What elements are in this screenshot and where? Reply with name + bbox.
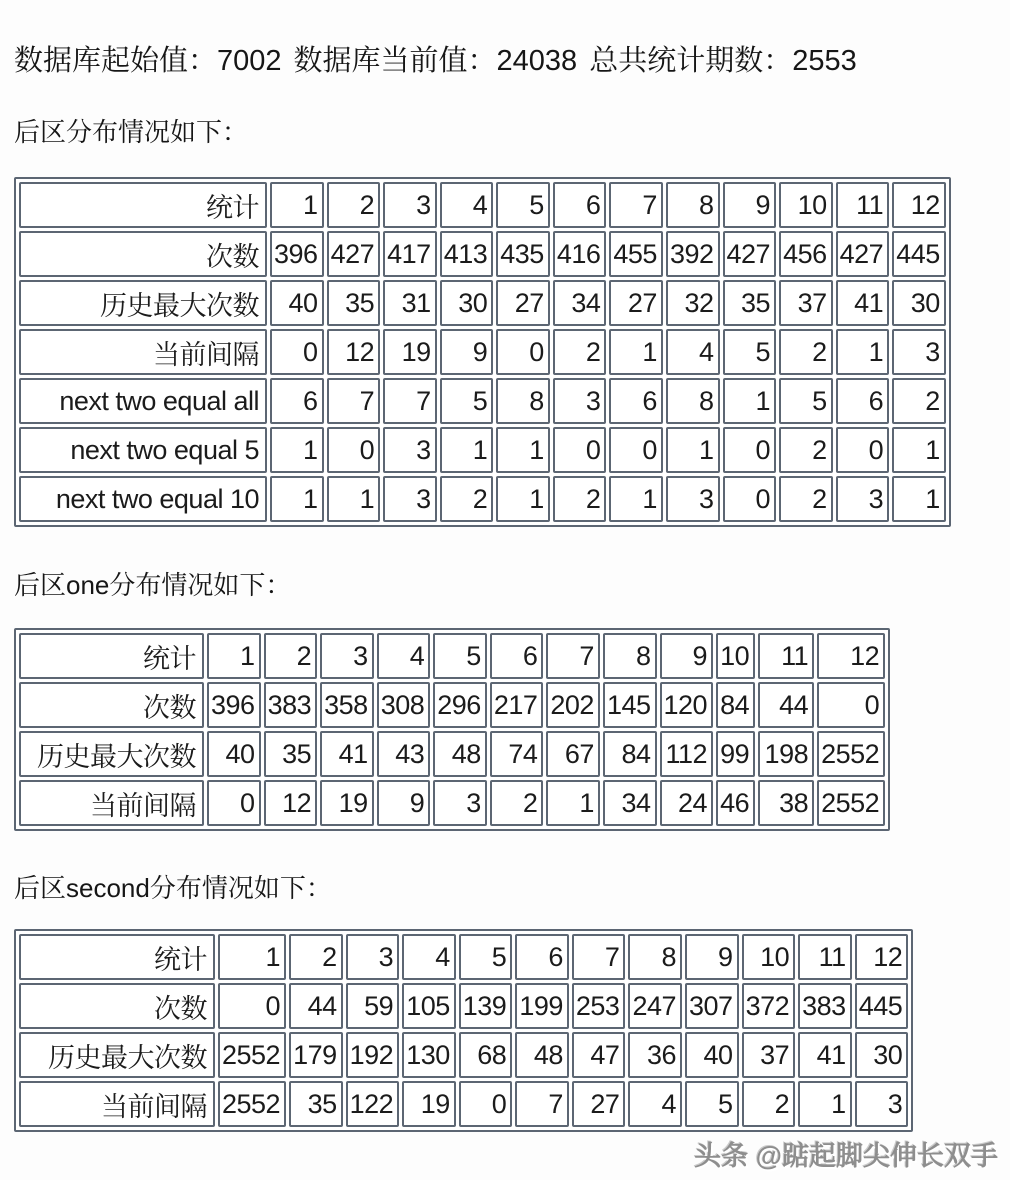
- value-cell: 427: [723, 231, 777, 277]
- row-label-cell: 统计: [19, 934, 215, 980]
- value-cell: 6: [836, 378, 890, 424]
- value-cell: 74: [490, 731, 544, 777]
- value-cell: 9: [660, 633, 714, 679]
- value-cell: 99: [716, 731, 755, 777]
- value-cell: 6: [609, 378, 663, 424]
- value-cell: 5: [440, 378, 494, 424]
- value-cell: 9: [377, 780, 431, 826]
- value-cell: 7: [515, 1081, 569, 1127]
- row-label-cell: next two equal 5: [19, 427, 267, 473]
- value-cell: 1: [798, 1081, 852, 1127]
- value-cell: 46: [716, 780, 755, 826]
- value-cell: 1: [440, 427, 494, 473]
- value-cell: 199: [515, 983, 569, 1029]
- watermark-handle: @踮起脚尖伸长双手: [755, 1141, 998, 1171]
- value-cell: 67: [546, 731, 600, 777]
- value-cell: 12: [855, 934, 909, 980]
- value-cell: 5: [779, 378, 833, 424]
- section-title-rear-second: 后区second分布情况如下：: [14, 873, 332, 903]
- value-cell: 10: [716, 633, 755, 679]
- value-cell: 0: [723, 427, 777, 473]
- row-label-cell: 统计: [19, 633, 204, 679]
- value-cell: 3: [553, 378, 607, 424]
- value-cell: 41: [798, 1032, 852, 1078]
- value-cell: 84: [603, 731, 657, 777]
- database-summary: [14, 38, 869, 79]
- value-cell: 8: [666, 378, 720, 424]
- value-cell: 44: [758, 682, 814, 728]
- value-cell: 11: [836, 182, 890, 228]
- value-cell: 34: [553, 280, 607, 326]
- value-cell: 0: [723, 476, 777, 522]
- value-cell: 383: [264, 682, 318, 728]
- value-cell: 24: [660, 780, 714, 826]
- value-cell: 6: [490, 633, 544, 679]
- value-cell: 3: [346, 934, 400, 980]
- value-cell: 12: [892, 182, 946, 228]
- value-cell: 3: [892, 329, 946, 375]
- stats-table-rear-second: [14, 929, 913, 1132]
- value-cell: 0: [553, 427, 607, 473]
- table-row: [19, 476, 946, 522]
- row-label-cell: 次数: [19, 231, 267, 277]
- value-cell: 0: [218, 983, 286, 1029]
- value-cell: 41: [836, 280, 890, 326]
- value-cell: 37: [742, 1032, 796, 1078]
- value-cell: 417: [383, 231, 437, 277]
- value-cell: 5: [685, 1081, 739, 1127]
- stats-table-rear-one: [14, 628, 890, 831]
- value-cell: 12: [817, 633, 885, 679]
- value-cell: 27: [496, 280, 550, 326]
- value-cell: 7: [327, 378, 381, 424]
- value-cell: 1: [609, 329, 663, 375]
- value-cell: 3: [383, 476, 437, 522]
- value-cell: 0: [496, 329, 550, 375]
- value-cell: 435: [496, 231, 550, 277]
- section-title-rear-one: 后区one分布情况如下：: [14, 570, 292, 600]
- value-cell: 4: [402, 934, 456, 980]
- value-cell: 145: [603, 682, 657, 728]
- value-cell: 4: [440, 182, 494, 228]
- value-cell: 32: [666, 280, 720, 326]
- watermark-credit: [694, 1134, 998, 1173]
- table-row: [19, 329, 946, 375]
- table-row: [19, 1081, 908, 1127]
- value-cell: 19: [383, 329, 437, 375]
- value-cell: 7: [383, 378, 437, 424]
- value-cell: 3: [383, 427, 437, 473]
- value-cell: 5: [723, 329, 777, 375]
- value-cell: 179: [289, 1032, 343, 1078]
- value-cell: 8: [603, 633, 657, 679]
- value-cell: 105: [402, 983, 456, 1029]
- value-cell: 427: [327, 231, 381, 277]
- value-cell: 30: [855, 1032, 909, 1078]
- value-cell: 1: [327, 476, 381, 522]
- section-title-rear-zone: 后区分布情况如下：: [14, 117, 249, 147]
- value-cell: 6: [553, 182, 607, 228]
- value-cell: 456: [779, 231, 833, 277]
- table-row: [19, 983, 908, 1029]
- value-cell: 3: [383, 182, 437, 228]
- value-cell: 6: [515, 934, 569, 980]
- value-cell: 48: [515, 1032, 569, 1078]
- value-cell: 455: [609, 231, 663, 277]
- value-cell: 9: [685, 934, 739, 980]
- value-cell: 9: [440, 329, 494, 375]
- value-cell: 8: [496, 378, 550, 424]
- value-cell: 30: [440, 280, 494, 326]
- value-cell: 217: [490, 682, 544, 728]
- value-cell: 0: [817, 682, 885, 728]
- value-cell: 3: [320, 633, 374, 679]
- value-cell: 122: [346, 1081, 400, 1127]
- value-cell: 2552: [218, 1032, 286, 1078]
- value-cell: 3: [666, 476, 720, 522]
- row-label-cell: 历史最大次数: [19, 731, 204, 777]
- value-cell: 2: [892, 378, 946, 424]
- value-cell: 10: [742, 934, 796, 980]
- row-label-cell: 当前间隔: [19, 1081, 215, 1127]
- value-cell: 27: [572, 1081, 626, 1127]
- value-cell: 1: [836, 329, 890, 375]
- table-row: [19, 682, 885, 728]
- value-cell: 3: [855, 1081, 909, 1127]
- value-cell: 4: [666, 329, 720, 375]
- value-cell: 247: [628, 983, 682, 1029]
- value-cell: 2: [779, 427, 833, 473]
- value-cell: 35: [264, 731, 318, 777]
- value-cell: 2552: [218, 1081, 286, 1127]
- value-cell: 1: [496, 476, 550, 522]
- value-cell: 0: [207, 780, 261, 826]
- value-cell: 112: [660, 731, 714, 777]
- value-cell: 36: [628, 1032, 682, 1078]
- db-start-label: 数据库起始值：: [14, 45, 218, 77]
- value-cell: 7: [609, 182, 663, 228]
- watermark-brand: 头条: [694, 1141, 749, 1171]
- value-cell: 38: [758, 780, 814, 826]
- table-row: [19, 934, 908, 980]
- value-cell: 2: [553, 329, 607, 375]
- value-cell: 35: [327, 280, 381, 326]
- value-cell: 0: [609, 427, 663, 473]
- value-cell: 35: [723, 280, 777, 326]
- value-cell: 1: [270, 427, 324, 473]
- value-cell: 19: [320, 780, 374, 826]
- value-cell: 396: [270, 231, 324, 277]
- value-cell: 1: [496, 427, 550, 473]
- value-cell: 2: [553, 476, 607, 522]
- table-row: [19, 731, 885, 777]
- value-cell: 44: [289, 983, 343, 1029]
- value-cell: 5: [496, 182, 550, 228]
- value-cell: 2: [327, 182, 381, 228]
- value-cell: 34: [603, 780, 657, 826]
- value-cell: 6: [270, 378, 324, 424]
- value-cell: 11: [758, 633, 814, 679]
- stats-table-rear-zone: [14, 177, 951, 527]
- value-cell: 48: [433, 731, 487, 777]
- value-cell: 2552: [817, 731, 885, 777]
- value-cell: 9: [723, 182, 777, 228]
- value-cell: 1: [609, 476, 663, 522]
- value-cell: 0: [836, 427, 890, 473]
- value-cell: 253: [572, 983, 626, 1029]
- value-cell: 1: [892, 476, 946, 522]
- value-cell: 120: [660, 682, 714, 728]
- row-label-cell: 当前间隔: [19, 780, 204, 826]
- value-cell: 2552: [817, 780, 885, 826]
- value-cell: 192: [346, 1032, 400, 1078]
- value-cell: 41: [320, 731, 374, 777]
- value-cell: 4: [628, 1081, 682, 1127]
- value-cell: 0: [459, 1081, 513, 1127]
- value-cell: 416: [553, 231, 607, 277]
- value-cell: 1: [892, 427, 946, 473]
- value-cell: 1: [270, 476, 324, 522]
- value-cell: 35: [289, 1081, 343, 1127]
- value-cell: 37: [779, 280, 833, 326]
- value-cell: 43: [377, 731, 431, 777]
- value-cell: 1: [270, 182, 324, 228]
- db-start-value: 7002: [217, 45, 282, 77]
- value-cell: 198: [758, 731, 814, 777]
- value-cell: 2: [289, 934, 343, 980]
- table-row: [19, 1032, 908, 1078]
- total-periods-value: 2553: [792, 45, 857, 77]
- value-cell: 2: [742, 1081, 796, 1127]
- db-current-value: 24038: [496, 45, 578, 77]
- value-cell: 2: [490, 780, 544, 826]
- value-cell: 7: [572, 934, 626, 980]
- value-cell: 2: [779, 476, 833, 522]
- value-cell: 130: [402, 1032, 456, 1078]
- value-cell: 2: [779, 329, 833, 375]
- value-cell: 0: [327, 427, 381, 473]
- value-cell: 1: [207, 633, 261, 679]
- row-label-cell: 当前间隔: [19, 329, 267, 375]
- value-cell: 308: [377, 682, 431, 728]
- value-cell: 4: [377, 633, 431, 679]
- value-cell: 5: [459, 934, 513, 980]
- row-label-cell: next two equal 10: [19, 476, 267, 522]
- value-cell: 445: [855, 983, 909, 1029]
- value-cell: 3: [836, 476, 890, 522]
- value-cell: 413: [440, 231, 494, 277]
- value-cell: 0: [270, 329, 324, 375]
- value-cell: 40: [685, 1032, 739, 1078]
- value-cell: 427: [836, 231, 890, 277]
- value-cell: 84: [716, 682, 755, 728]
- value-cell: 202: [546, 682, 600, 728]
- value-cell: 30: [892, 280, 946, 326]
- value-cell: 3: [433, 780, 487, 826]
- table-row: [19, 231, 946, 277]
- value-cell: 11: [798, 934, 852, 980]
- value-cell: 27: [609, 280, 663, 326]
- table-row: [19, 633, 885, 679]
- table-row: [19, 780, 885, 826]
- value-cell: 12: [264, 780, 318, 826]
- value-cell: 8: [628, 934, 682, 980]
- row-label-cell: next two equal all: [19, 378, 267, 424]
- value-cell: 307: [685, 983, 739, 1029]
- table-row: [19, 427, 946, 473]
- value-cell: 445: [892, 231, 946, 277]
- value-cell: 1: [546, 780, 600, 826]
- value-cell: 396: [207, 682, 261, 728]
- row-label-cell: 次数: [19, 682, 204, 728]
- value-cell: 7: [546, 633, 600, 679]
- value-cell: 12: [327, 329, 381, 375]
- value-cell: 2: [440, 476, 494, 522]
- value-cell: 40: [207, 731, 261, 777]
- table-row: [19, 378, 946, 424]
- value-cell: 68: [459, 1032, 513, 1078]
- total-periods-label: 总共统计期数：: [589, 45, 793, 77]
- value-cell: 2: [264, 633, 318, 679]
- value-cell: 139: [459, 983, 513, 1029]
- value-cell: 1: [666, 427, 720, 473]
- value-cell: 5: [433, 633, 487, 679]
- value-cell: 392: [666, 231, 720, 277]
- value-cell: 1: [218, 934, 286, 980]
- value-cell: 296: [433, 682, 487, 728]
- row-label-cell: 统计: [19, 182, 267, 228]
- value-cell: 372: [742, 983, 796, 1029]
- value-cell: 47: [572, 1032, 626, 1078]
- value-cell: 40: [270, 280, 324, 326]
- value-cell: 59: [346, 983, 400, 1029]
- value-cell: 358: [320, 682, 374, 728]
- row-label-cell: 历史最大次数: [19, 280, 267, 326]
- table-row: [19, 182, 946, 228]
- row-label-cell: 历史最大次数: [19, 1032, 215, 1078]
- value-cell: 383: [798, 983, 852, 1029]
- table-row: [19, 280, 946, 326]
- value-cell: 10: [779, 182, 833, 228]
- row-label-cell: 次数: [19, 983, 215, 1029]
- value-cell: 1: [723, 378, 777, 424]
- db-current-label: 数据库当前值：: [293, 45, 497, 77]
- value-cell: 8: [666, 182, 720, 228]
- value-cell: 31: [383, 280, 437, 326]
- value-cell: 19: [402, 1081, 456, 1127]
